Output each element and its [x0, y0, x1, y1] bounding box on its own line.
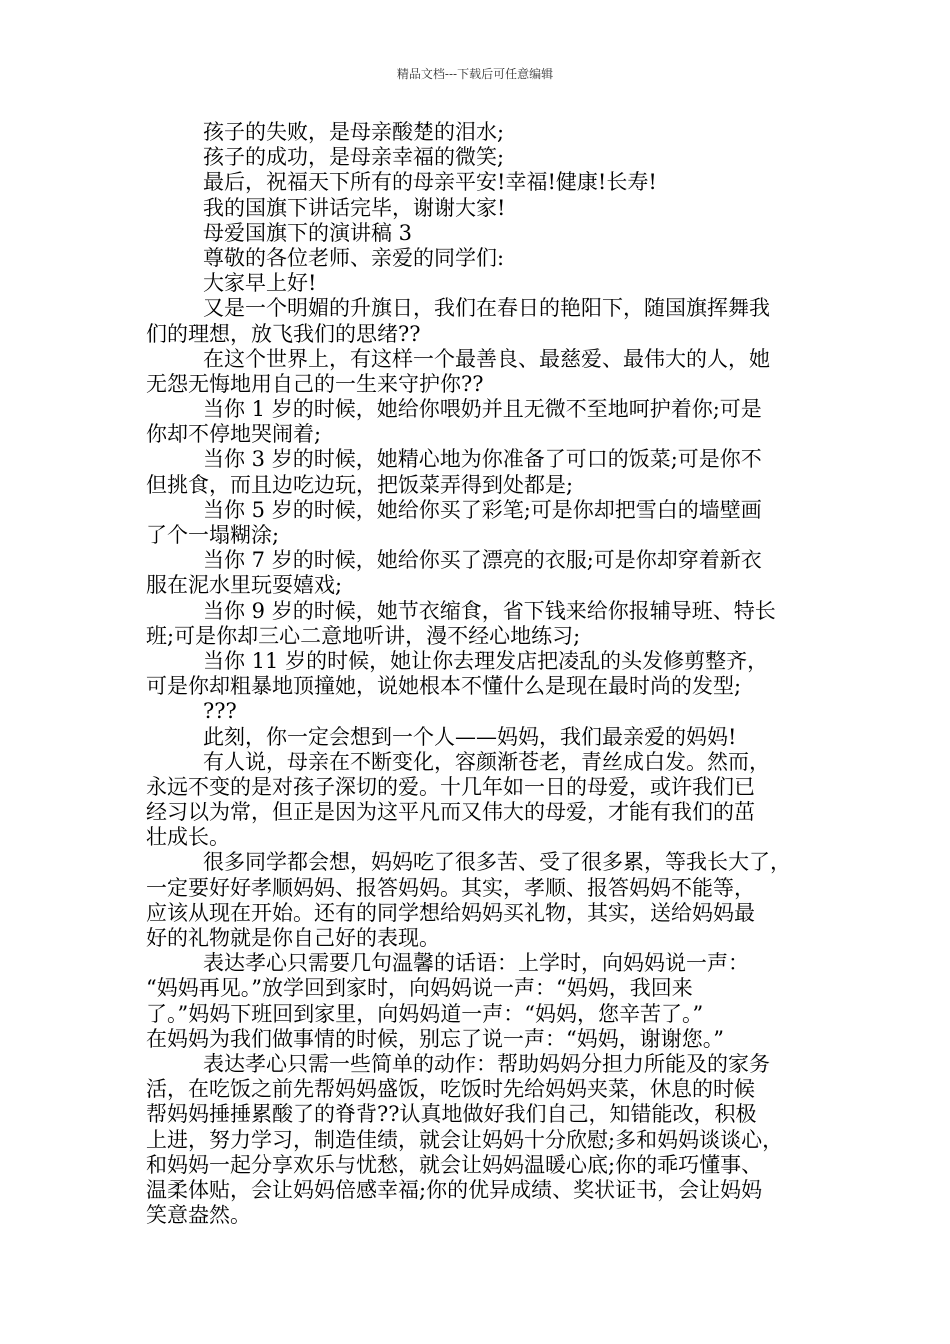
text-line: 上进，努力学习，制造佳绩，就会让妈妈十分欣慰;多和妈妈谈谈心，: [146, 1127, 784, 1152]
text-line: 表达孝心只需一些简单的动作：帮助妈妈分担力所能及的家务: [203, 1051, 770, 1076]
text-line: 但挑食，而且边吃边玩，把饭菜弄得到处都是;: [146, 472, 574, 497]
text-line: 孩子的成功，是母亲幸福的微笑;: [203, 145, 505, 170]
text-line: 最后，祝福天下所有的母亲平安!幸福!健康!长寿!: [203, 170, 657, 195]
text-line: 服在泥水里玩耍嬉戏;: [146, 573, 343, 598]
text-line: 帮妈妈捶捶累酸了的脊背??认真地做好我们自己，知错能改，积极: [146, 1102, 757, 1127]
text-line: 我的国旗下讲话完毕，谢谢大家!: [203, 195, 506, 220]
text-line: 你却不停地哭闹着;: [146, 422, 322, 447]
text-line: 经习以为常，但正是因为这平凡而又伟大的母爱，才能有我们的茁: [146, 800, 755, 825]
document-body: [146, 120, 820, 1228]
text-line: 在这个世界上，有这样一个最善良、最慈爱、最伟大的人，她: [203, 346, 770, 371]
text-line: 了。”妈妈下班回到家里，向妈妈道一声：“妈妈，您辛苦了。”: [146, 1001, 704, 1026]
text-line: 一定要好好孝顺妈妈、报答妈妈。其实，孝顺、报答妈妈不能等，: [146, 875, 755, 900]
text-line: 无怨无悔地用自己的一生来守护你??: [146, 371, 484, 396]
text-line: 可是你却粗暴地顶撞她，说她根本不懂什么是现在最时尚的发型;: [146, 674, 742, 699]
text-line: 孩子的失败，是母亲酸楚的泪水;: [203, 120, 505, 144]
text-line: 表达孝心只需要几句温馨的话语：上学时，向妈妈说一声：: [203, 951, 749, 976]
text-line: 大家早上好!: [203, 271, 317, 296]
text-line: 们的理想，放飞我们的思绪??: [146, 321, 421, 346]
text-line: 当你 7 岁的时候，她给你买了漂亮的衣服;可是你却穿着新衣: [203, 548, 762, 573]
text-line: 在妈妈为我们做事情的时候，别忘了说一声：“妈妈，谢谢您。”: [146, 1026, 724, 1051]
text-line: 壮成长。: [146, 825, 230, 850]
text-line: 班;可是你却三心二意地听讲，漫不经心地练习;: [146, 623, 581, 648]
text-line: 当你 1 岁的时候，她给你喂奶并且无微不至地呵护着你;可是: [203, 397, 762, 422]
text-line: 母爱国旗下的演讲稿 3: [203, 220, 413, 245]
text-line: 了个一塌糊涂;: [146, 523, 280, 547]
text-line: 尊敬的各位老师、亲爱的同学们:: [203, 245, 505, 270]
text-line: 当你 5 岁的时候，她给你买了彩笔;可是你却把雪白的墙壁画: [203, 497, 762, 522]
text-line: 活，在吃饭之前先帮妈妈盛饭，吃饭时先给妈妈夹菜，休息的时候: [146, 1077, 755, 1102]
text-line: 有人说，母亲在不断变化，容颜渐苍老，青丝成白发。然而，: [203, 749, 770, 774]
text-line: 此刻，你一定会想到一个人——妈妈，我们最亲爱的妈妈!: [203, 724, 737, 749]
text-line: 当你 9 岁的时候，她节衣缩食，省下钱来给你报辅导班、特长: [203, 598, 776, 623]
text-line: 当你 3 岁的时候，她精心地为你准备了可口的饭菜;可是你不: [203, 447, 762, 472]
text-line: 温柔体贴，会让妈妈倍感幸福;你的优异成绩、奖状证书，会让妈妈: [146, 1177, 763, 1202]
text-line: 和妈妈一起分享欢乐与忧愁，就会让妈妈温暖心底;你的乖巧懂事、: [146, 1152, 763, 1177]
text-line: 好的礼物就是你自己好的表现。: [146, 926, 440, 950]
text-line: 又是一个明媚的升旗日，我们在春日的艳阳下，随国旗挥舞我: [203, 296, 770, 321]
text-line: 笑意盎然。: [146, 1203, 251, 1228]
text-line: 很多同学都会想，妈妈吃了很多苦、受了很多累，等我长大了，: [203, 850, 791, 875]
text-line: “妈妈再见。”放学回到家时，向妈妈说一声：“妈妈，我回来: [146, 976, 693, 1001]
text-line: ???: [203, 699, 237, 724]
page-header: 精品文档---下载后可任意编辑: [396, 67, 554, 81]
text-line: 当你 11 岁的时候，她让你去理发店把凌乱的头发修剪整齐，: [203, 648, 769, 673]
text-line: 永远不变的是对孩子深切的爱。十几年如一日的母爱，或许我们已: [146, 774, 755, 799]
text-line: 应该从现在开始。还有的同学想给妈妈买礼物，其实，送给妈妈最: [146, 900, 755, 925]
